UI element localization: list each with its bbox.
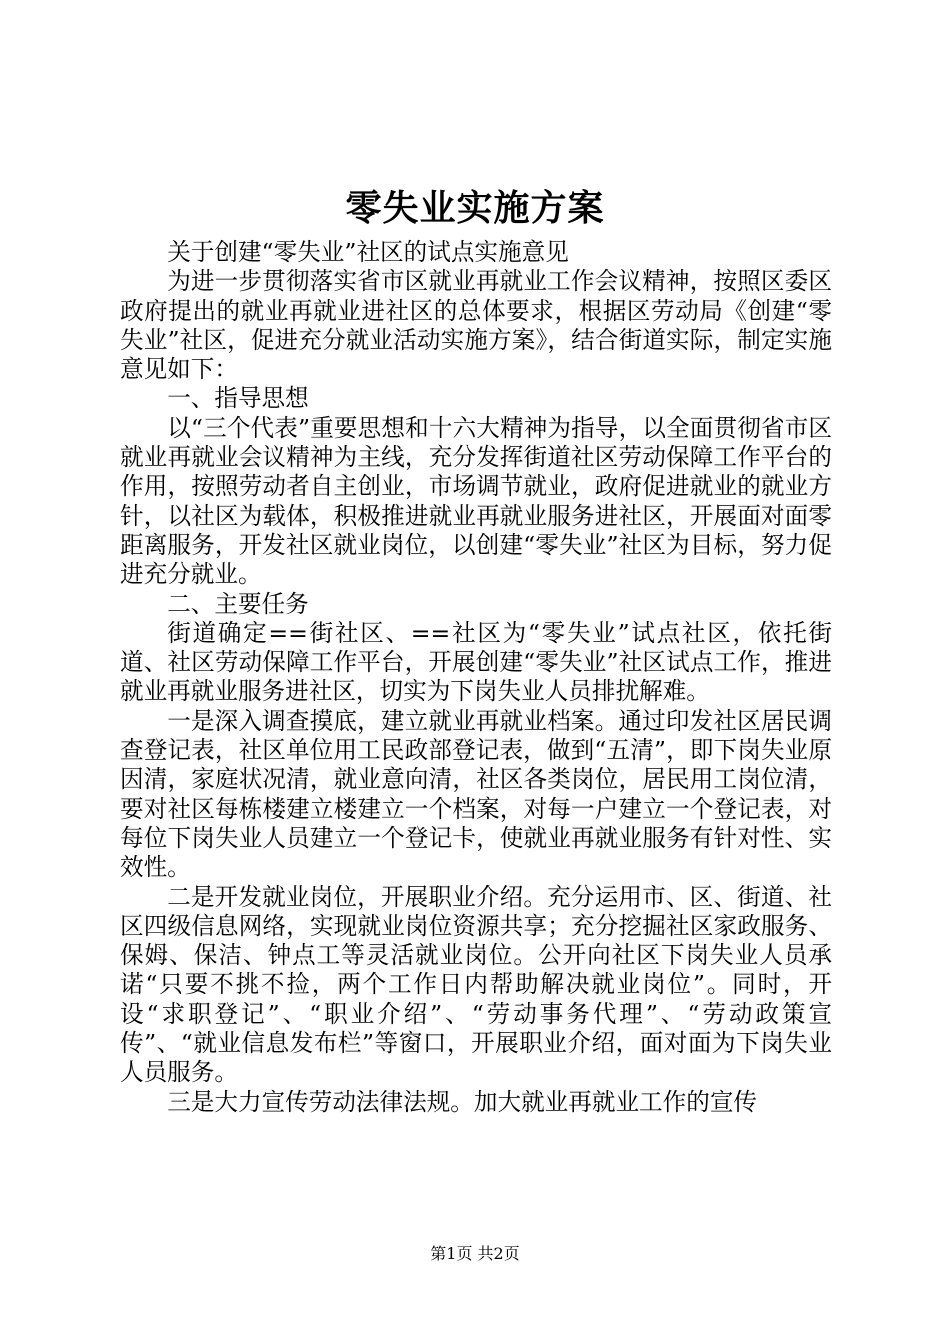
document-title: 零失业实施方案 <box>345 187 605 229</box>
paragraph-subtitle: 关于创建“零失业”社区的试点实施意见 <box>167 238 569 266</box>
section-heading-main-tasks: 二、主要任务 <box>167 589 309 618</box>
section-heading-guiding-ideology: 一、指导思想 <box>167 384 309 413</box>
document-body <box>120 238 832 1117</box>
paragraph-main-tasks: 街道确定==街社区、==社区为“零失业”试点社区，依托街道、社区劳动保障工作平台，开展创建“零失业”社区试点工作，推进就业再就业服务进社区，切实为下岗失业人员排扰解难。 <box>120 618 832 706</box>
paragraph-task-three: 三是大力宣传劳动法律法规。加大就业再就业工作的宣传 <box>167 1087 758 1116</box>
paragraph-task-one: 一是深入调查摸底，建立就业再就业档案。通过印发社区居民调查登记表，社区单位用工民政部登记表，做到“五清”，即下岗失业原因清，家庭状况清，就业意向清，社区各类岗位，居民用工岗位清，要对社区每栋楼建立楼建立一个档案，对每一户建立一个登记表，对每位下岗失业人员建立一个登记卡，使就业再就业服务有针对性、实效性。 <box>120 706 832 882</box>
paragraph-intro: 为进一步贯彻落实省市区就业再就业工作会议精神，按照区委区政府提出的就业再就业进社区的总体要求，根据区劳动局《创建“零失业”社区，促进充分就业活动实施方案》，结合街道实际，制定实施意见如下： <box>120 267 832 384</box>
paragraph-guiding-ideology: 以“三个代表”重要思想和十六大精神为指导，以全面贯彻省市区就业再就业会议精神为主线，充分发挥街道社区劳动保障工作平台的作用，按照劳动者自主创业，市场调节就业，政府促进就业的就业方针，以社区为载体，积极推进就业再就业服务进社区，开展面对面零距离服务，开发社区就业岗位，以创建“零失业”社区为目标，努力促进充分就业。 <box>120 413 832 589</box>
page-footer <box>0 1244 950 1264</box>
paragraph-task-two: 二是开发就业岗位，开展职业介绍。充分运用市、区、街道、社区四级信息网络，实现就业岗位资源共享；充分挖掘社区家政服务、保姆、保洁、钟点工等灵活就业岗位。公开向社区下岗失业人员承诺“只要不挑不捡，两个工作日内帮助解决就业岗位”。同时，开设“求职登记”、“职业介绍”、“劳动事务代理”、“劳动政策宣传”、“就业信息发布栏”等窗口，开展职业介绍，面对面为下岗失业人员服务。 <box>120 882 832 1087</box>
page-indicator: 第1页 共2页 <box>430 1244 520 1263</box>
